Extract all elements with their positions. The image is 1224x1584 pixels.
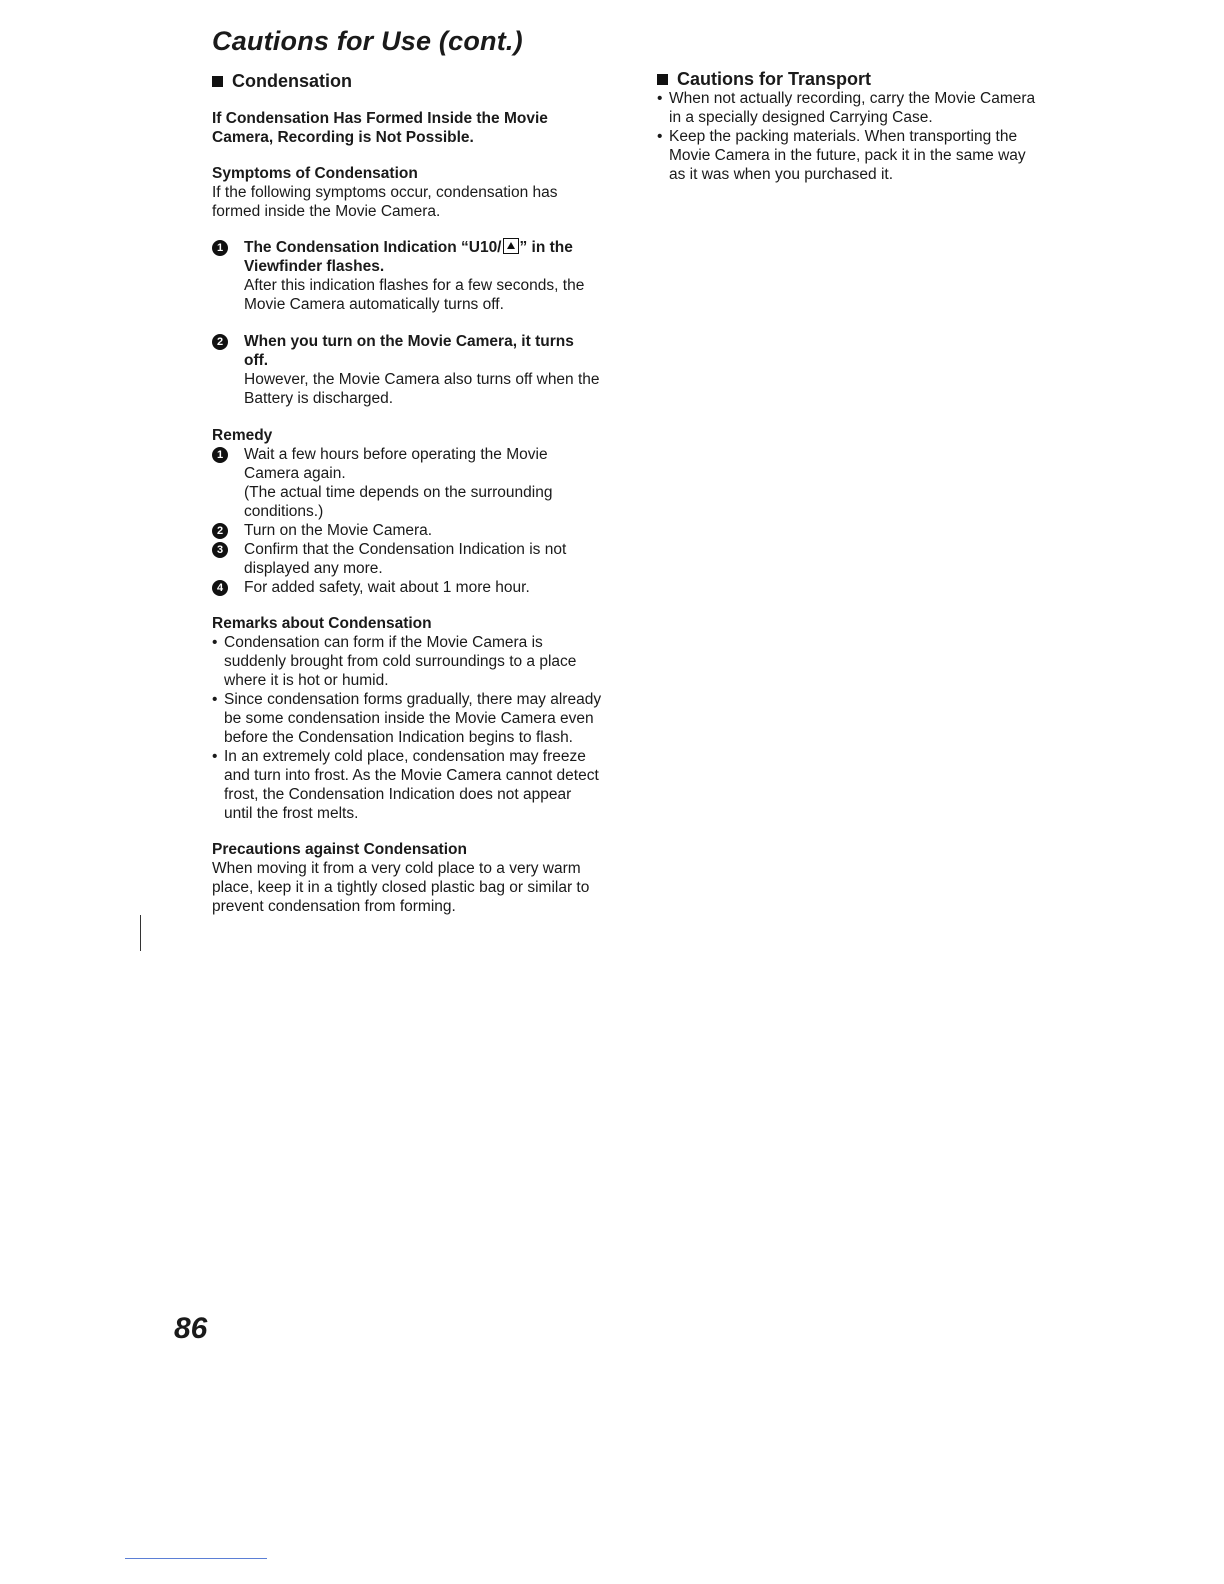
symptom-item-2-title: When you turn on the Movie Camera, it turns off. bbox=[244, 333, 574, 369]
number-3-icon: 3 bbox=[212, 542, 228, 558]
remedy-item-4 bbox=[212, 578, 602, 597]
condensation-lead: If Condensation Has Formed Inside the Movie Camera, Recording is Not Possible. bbox=[212, 110, 548, 146]
number-4-icon: 4 bbox=[212, 580, 228, 596]
number-1-icon: 1 bbox=[212, 447, 228, 463]
remarks-heading: Remarks about Condensation bbox=[212, 615, 432, 632]
list-item: • Since condensation forms gradually, there may already be some condensation inside the Movie Camera even before the Condensation Indication begins to flash. bbox=[212, 690, 602, 747]
symptom-item-2-text: However, the Movie Camera also turns off when the Battery is discharged. bbox=[244, 371, 600, 407]
precautions-heading: Precautions against Condensation bbox=[212, 841, 467, 858]
symptom-item-1-text: After this indication flashes for a few seconds, the Movie Camera automatically turns off. bbox=[244, 277, 585, 313]
transport-heading bbox=[657, 70, 1037, 89]
remedy-item-3-text: Confirm that the Condensation Indication is not displayed any more. bbox=[244, 541, 567, 577]
remedy-heading: Remedy bbox=[212, 427, 273, 444]
page-title: Cautions for Use (cont.) bbox=[212, 26, 523, 56]
transport-list bbox=[657, 89, 1037, 184]
symptoms-block bbox=[212, 164, 602, 221]
condensation-heading bbox=[212, 72, 602, 91]
condensation-heading-text: Condensation bbox=[232, 71, 352, 91]
page-number: 86 bbox=[174, 1312, 208, 1345]
number-1-icon: 1 bbox=[212, 240, 228, 256]
remedy-item-4-text: For added safety, wait about 1 more hour. bbox=[244, 579, 530, 596]
transport-heading-text: Cautions for Transport bbox=[677, 69, 872, 89]
remedy-item-1-note: (The actual time depends on the surrounding conditions.) bbox=[244, 484, 553, 520]
square-bullet-icon bbox=[212, 76, 223, 87]
remarks-block bbox=[212, 614, 602, 823]
list-item: • Keep the packing materials. When transporting the Movie Camera in the future, pack it in the same way as it was when you purchased it. bbox=[657, 127, 1037, 184]
square-bullet-icon bbox=[657, 74, 668, 85]
remedy-item-1 bbox=[212, 445, 602, 521]
condensation-indicator-icon bbox=[503, 238, 519, 254]
number-2-icon: 2 bbox=[212, 334, 228, 350]
symptom-item-2 bbox=[212, 332, 602, 408]
remedy-item-2 bbox=[212, 521, 602, 540]
symptoms-heading: Symptoms of Condensation bbox=[212, 165, 418, 182]
remedy-block bbox=[212, 426, 602, 597]
symptom-item-1 bbox=[212, 238, 602, 314]
list-item: • When not actually recording, carry the Movie Camera in a specially designed Carrying Case. bbox=[657, 89, 1037, 127]
symptoms-text: If the following symptoms occur, condensation has formed inside the Movie Camera. bbox=[212, 184, 558, 220]
remarks-list bbox=[212, 633, 602, 823]
list-item: • Condensation can form if the Movie Camera is suddenly brought from cold surroundings to a place where it is hot or humid. bbox=[212, 633, 602, 690]
precautions-text: When moving it from a very cold place to a very warm place, keep it in a tightly closed plastic bag or similar to prevent condensation from forming. bbox=[212, 860, 590, 915]
remedy-item-1-text: Wait a few hours before operating the Movie Camera again. bbox=[244, 446, 548, 482]
transport-section bbox=[657, 70, 1037, 184]
number-2-icon: 2 bbox=[212, 523, 228, 539]
condensation-section bbox=[212, 72, 602, 933]
margin-mark bbox=[140, 915, 141, 951]
remedy-item-3 bbox=[212, 540, 602, 578]
precautions-block bbox=[212, 840, 602, 916]
list-item: • In an extremely cold place, condensation may freeze and turn into frost. As the Movie Camera cannot detect frost, the Condensation Indication does not appear until the frost melts. bbox=[212, 747, 602, 823]
bottom-rule bbox=[125, 1558, 267, 1559]
symptom-item-1-title: The Condensation Indication “U10/ ” in the Viewfinder flashes. bbox=[244, 239, 573, 275]
remedy-item-2-text: Turn on the Movie Camera. bbox=[244, 522, 433, 539]
